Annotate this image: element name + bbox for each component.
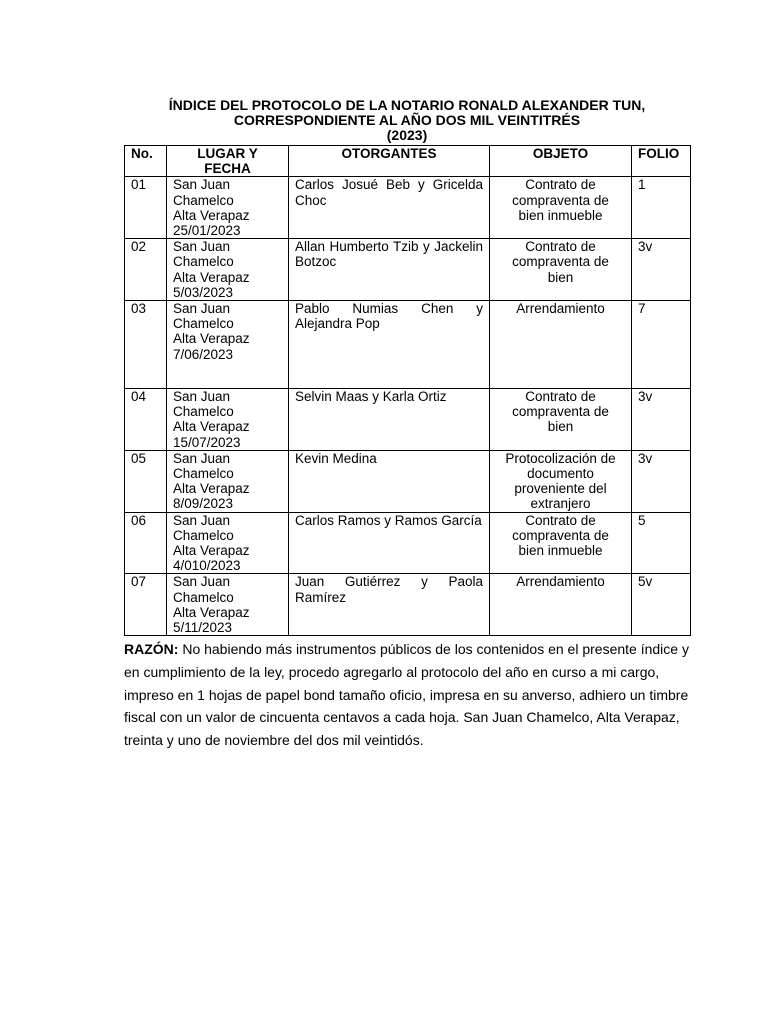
header-lugar-fecha xyxy=(167,146,289,177)
objeto-line: Contrato de xyxy=(525,177,596,193)
table-row xyxy=(125,389,691,451)
objeto-line: Contrato de xyxy=(525,389,596,405)
cell-no: 06 xyxy=(125,512,167,574)
lugar-line: San Juan xyxy=(173,512,231,528)
table-row xyxy=(125,512,691,574)
lugar-line: Chamelco xyxy=(173,192,234,208)
header-folio: FOLIO xyxy=(632,146,691,177)
objeto-line: Arrendamiento xyxy=(516,301,605,317)
cell-folio: 5v xyxy=(632,574,691,636)
objeto-line: Contrato de xyxy=(525,239,596,255)
cell-folio: 3v xyxy=(632,389,691,451)
cell-no: 03 xyxy=(125,301,167,389)
cell-lugar-fecha xyxy=(167,512,289,574)
cell-no: 07 xyxy=(125,574,167,636)
cell-lugar-fecha xyxy=(167,301,289,389)
header-lugar-line1: LUGAR Y xyxy=(197,146,258,161)
cell-otorgantes: Carlos Ramos y Ramos García xyxy=(289,512,490,574)
objeto-line: proveniente del xyxy=(514,481,607,497)
cell-folio: 1 xyxy=(632,177,691,239)
lugar-line: 5/11/2023 xyxy=(173,620,233,636)
cell-objeto xyxy=(490,512,632,574)
cell-no: 01 xyxy=(125,177,167,239)
cell-objeto xyxy=(490,450,632,512)
lugar-line: Chamelco xyxy=(173,589,234,605)
title-line-1: ÍNDICE DEL PROTOCOLO DE LA NOTARIO RONALD ALEXANDER TUN, xyxy=(168,97,646,113)
lugar-line: San Juan xyxy=(173,239,231,255)
header-lugar-line2: FECHA xyxy=(204,161,251,177)
table-row xyxy=(125,177,691,239)
header-objeto: OBJETO xyxy=(490,146,632,177)
razon-paragraph xyxy=(124,638,690,752)
cell-folio: 3v xyxy=(632,239,691,301)
cell-otorgantes: Juan Gutiérrez y Paola Ramírez xyxy=(289,574,490,636)
protocol-index-table xyxy=(124,145,691,636)
lugar-line: San Juan xyxy=(173,389,231,405)
lugar-line: San Juan xyxy=(173,574,231,590)
cell-otorgantes: Allan Humberto Tzib y Jackelin Botzoc xyxy=(289,239,490,301)
objeto-line: Contrato de xyxy=(525,512,596,528)
lugar-line: San Juan xyxy=(173,450,231,466)
lugar-line: Alta Verapaz xyxy=(173,269,250,285)
objeto-line: bien xyxy=(547,269,574,285)
table-row xyxy=(125,574,691,636)
cell-folio: 7 xyxy=(632,301,691,389)
lugar-line: 5/03/2023 xyxy=(173,284,234,300)
objeto-line: extranjero xyxy=(530,496,591,512)
cell-lugar-fecha xyxy=(167,574,289,636)
header-no: No. xyxy=(125,146,167,177)
cell-objeto xyxy=(490,239,632,301)
cell-no: 04 xyxy=(125,389,167,451)
lugar-line: Alta Verapaz xyxy=(173,331,250,347)
cell-objeto xyxy=(490,177,632,239)
objeto-line: bien xyxy=(547,419,574,435)
cell-otorgantes: Carlos Josué Beb y Gricelda Choc xyxy=(289,177,490,239)
table-header-row xyxy=(125,146,691,177)
objeto-line: Arrendamiento xyxy=(516,574,605,590)
cell-no: 05 xyxy=(125,450,167,512)
cell-objeto xyxy=(490,389,632,451)
razon-label: RAZÓN: xyxy=(124,641,179,657)
lugar-line: Alta Verapaz xyxy=(173,419,250,435)
objeto-line: bien inmueble xyxy=(518,207,603,223)
lugar-line: 4/010/2023 xyxy=(173,558,241,574)
lugar-line: 8/09/2023 xyxy=(173,496,234,512)
table-row xyxy=(125,239,691,301)
lugar-line: Chamelco xyxy=(173,527,234,543)
lugar-line: 15/07/2023 xyxy=(173,434,241,450)
cell-folio: 5 xyxy=(632,512,691,574)
lugar-line: Chamelco xyxy=(173,316,234,332)
lugar-line: Chamelco xyxy=(173,404,234,420)
header-otorgantes: OTORGANTES xyxy=(289,146,490,177)
cell-objeto xyxy=(490,301,632,389)
objeto-line: compraventa de xyxy=(512,254,609,270)
lugar-line: San Juan xyxy=(173,301,231,317)
title-line-3: (2023) xyxy=(386,127,428,143)
cell-otorgantes: Selvin Maas y Karla Ortiz xyxy=(289,389,490,451)
lugar-line: Alta Verapaz xyxy=(173,543,250,559)
cell-folio: 3v xyxy=(632,450,691,512)
objeto-line: compraventa de xyxy=(512,404,609,420)
table-row xyxy=(125,450,691,512)
cell-lugar-fecha xyxy=(167,450,289,512)
objeto-line: Protocolización de xyxy=(505,450,616,466)
lugar-line: San Juan xyxy=(173,177,231,193)
cell-lugar-fecha xyxy=(167,389,289,451)
objeto-line: compraventa de xyxy=(512,192,609,208)
cell-otorgantes: Kevin Medina xyxy=(289,450,490,512)
cell-lugar-fecha xyxy=(167,177,289,239)
cell-objeto xyxy=(490,574,632,636)
lugar-line: Alta Verapaz xyxy=(173,207,250,223)
cell-no: 02 xyxy=(125,239,167,301)
document-title xyxy=(124,98,690,143)
lugar-line: Alta Verapaz xyxy=(173,604,250,620)
razon-text: No habiendo más instrumentos públicos de los contenidos en el presente índice y en cumplimiento de la ley, procedo agregarlo al protocolo del año en curso a mi cargo, impreso en 1 hojas de papel bond tamaño oficio, impresa en su anverso, adhiero un timbre fiscal con un valor de cincuenta centavos a cada hoja. San Juan Chamelco, Alta Verapaz, treinta y uno de noviembre del dos mil veintidós. xyxy=(124,641,689,749)
lugar-line: Chamelco xyxy=(173,466,234,482)
lugar-line: Chamelco xyxy=(173,254,234,270)
objeto-line: compraventa de xyxy=(512,527,609,543)
cell-otorgantes: Pablo Numias Chen y Alejandra Pop xyxy=(289,301,490,389)
title-line-2: CORRESPONDIENTE AL AÑO DOS MIL VEINTITRÉS xyxy=(233,112,581,128)
lugar-line: 25/01/2023 xyxy=(173,223,241,239)
lugar-line: Alta Verapaz xyxy=(173,481,250,497)
cell-lugar-fecha xyxy=(167,239,289,301)
table-row xyxy=(125,301,691,389)
objeto-line: bien inmueble xyxy=(518,543,603,559)
lugar-line: 7/06/2023 xyxy=(173,346,234,362)
objeto-line: documento xyxy=(527,466,594,482)
